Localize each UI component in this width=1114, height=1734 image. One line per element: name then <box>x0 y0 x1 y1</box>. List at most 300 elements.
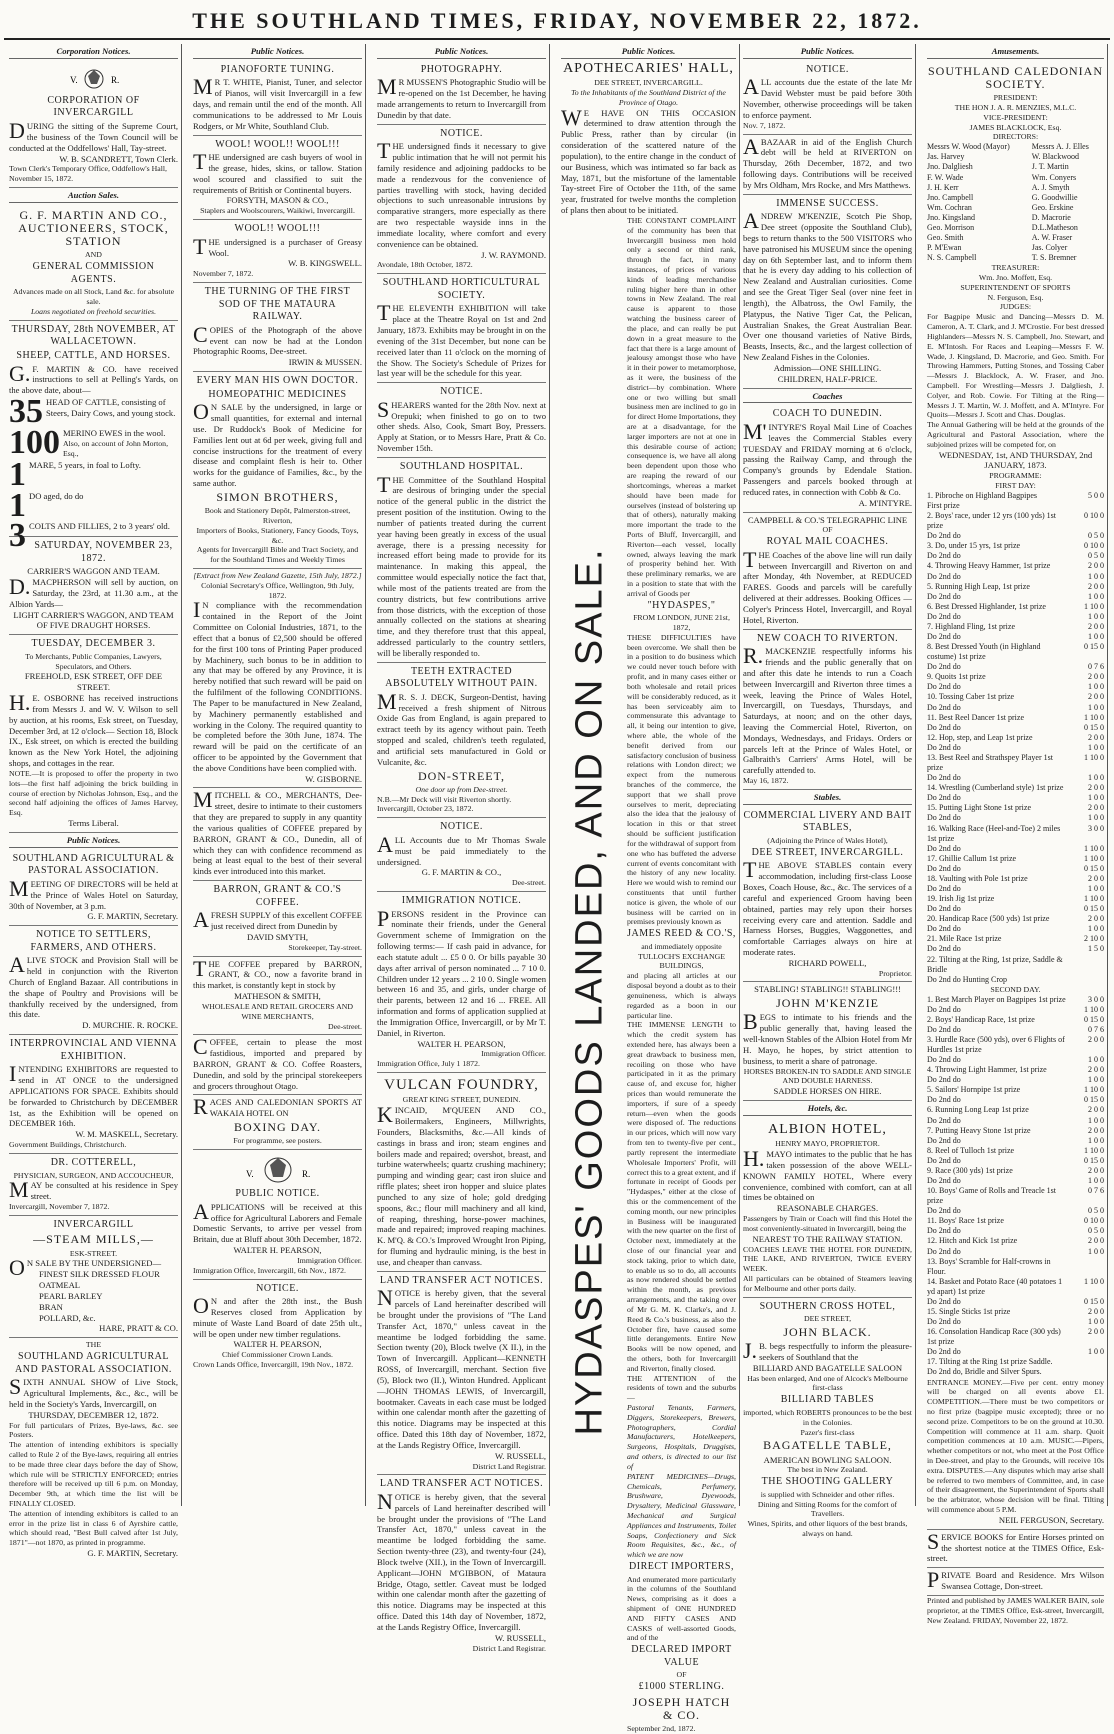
sterling-amount: £1000 STERLING. <box>638 1681 725 1693</box>
row-value: 1 10 0 <box>1084 712 1104 722</box>
programme-label: PROGRAMME: <box>989 471 1042 481</box>
row-value: 0 15 0 <box>1084 1296 1104 1306</box>
row-label: Do 2nd do <box>927 742 961 752</box>
row-label: Do 2nd do <box>927 702 961 712</box>
table-row <box>927 1236 1104 1246</box>
row-label: Do 2nd do <box>927 682 961 692</box>
row-value: 1 0 0 <box>1088 682 1104 692</box>
row-value: 0 15 0 <box>1084 1155 1104 1165</box>
row-value: 2 0 0 <box>1088 692 1104 702</box>
service-books-ad <box>927 1530 1104 1568</box>
immig-address: Immigration Office, July 1 1872. <box>377 1059 480 1069</box>
announce-text: And enumerated more particularly in the columns of the Southland News, comprising as it does a shipment of ONE HUNDRED AND FIFTY CASES AND CASKS of well-assorted Goods, and of the <box>627 1574 736 1643</box>
children-price: CHILDREN, HALF-PRICE. <box>777 373 878 384</box>
entrance-rules: ENTRANCE MONEY.—Five per cent. entry money will be charged on all events above £1. COMPETITION.—There must be two competitors or no first prize (bagpipe music excepted); three or no second prize. Competitors to be on the ground at 10.30. Competition will commence at 11 a.m. sharp. Quoit competition commences at 10 a.m. MUSIC.—Pipers, whether competitors or not, who meet at the Post Office in Dee-street, and play to the Grounds, will receive 10s extra. DISPUTES.—Any disputes which may arise shall be referred to two members of Committee, and, in case of their disagreement, the Superintendent of Sports shall be the arbitrator, whose decision will be final. Tilting will commence about 5 P.M. <box>927 1377 1104 1515</box>
admission: Admission—ONE SHILLING. <box>773 362 882 373</box>
swale-body: ALL Accounts due to Mr Thomas Swale must be paid immediately to the undersigned. <box>377 831 546 867</box>
table-row <box>927 511 1104 531</box>
matheson-address: Dee-street. <box>328 1021 362 1031</box>
coach-body: M'INTYRE'S Royal Mail Line of Coaches leaves the Commercial Stables every TUESDAY and FRIDAY morning at 6 o'clock, passing the Railway Camp, and through the Company's grounds by Edendale Station. Passengers and parcels booked through at reduced rates, in connection with Cobb & Co. <box>743 418 912 497</box>
immig-sign-2: Immigration Officer. <box>481 1049 546 1059</box>
don-sub: One door up from Dee-street. <box>415 784 508 794</box>
public-notice-sign: WALTER H. PEARSON, <box>233 1245 322 1256</box>
row-label: 3. Hurdle Race (500 yds), over 6 Flights of Hurdles 1st prize <box>927 1034 1065 1054</box>
row-label: P. M'Ewan <box>927 243 962 253</box>
sc-wines: Wines, Spirits, and other liquors of the best brands, always on hand. <box>747 1519 908 1538</box>
table-row <box>927 743 1104 753</box>
section-header: Public Notices. <box>377 46 546 59</box>
row-label: 13. Best Reel and Strathspey Player 1st prize <box>927 752 1053 773</box>
row-value: W. Blackwood <box>1031 152 1079 162</box>
sc-street: DEE STREET, <box>803 1314 852 1324</box>
row-value <box>1066 501 1104 511</box>
table-row <box>927 1226 1104 1236</box>
row-label: 12. Hop, step, and Leap 1st prize <box>927 732 1033 742</box>
table-row <box>927 1085 1104 1095</box>
vulcan-foundry-ad <box>377 1073 546 1272</box>
first-sod-ad <box>193 283 362 372</box>
section-header: Public Notices. <box>743 46 912 59</box>
row-value: 2 0 0 <box>1088 1165 1104 1175</box>
bush-notice-body: ON and after the 28th inst., the Bush Reserves closed from Application by minute of Waste Land Board of date 25th ult., will be open under new timber regulations. <box>193 1293 362 1339</box>
lot-number: 1 <box>9 486 26 524</box>
campbell-coaches <box>743 513 912 630</box>
table-row <box>927 1075 1104 1085</box>
photography-ad <box>377 61 546 125</box>
row-value: 1 10 0 <box>1084 752 1104 762</box>
races-ad <box>193 1095 362 1150</box>
colonial-sign: W. GISBORNE. <box>305 773 362 784</box>
day1-table <box>927 491 1104 985</box>
directors-table <box>927 142 1104 263</box>
campbell-of: OF <box>822 525 833 535</box>
homeo-body: ON SALE by the undersigned, in large or small quantities, for external and internal use. Dr Ruddock's Book of Medicine for Families lent out at 6d per week, giving full and concise instructions for the treatment of every disease and complaint flesh is heir to. Other works for the guidance of Families, &c., by the same author. <box>193 399 362 489</box>
row-value: 1 10 0 <box>1084 843 1104 853</box>
table-row <box>927 1277 1104 1297</box>
row-label: 5. Sailors' Hornpipe 1st prize <box>927 1085 1021 1095</box>
lot-number: 100 <box>9 423 60 461</box>
sas-body: MEETING OF DIRECTORS will be held at the Prince of Wales Hotel on Saturday, 30th of November, at 3 p.m. <box>9 875 178 911</box>
bush-notice <box>193 1280 362 1373</box>
row-value: 0 15 0 <box>1084 642 1104 652</box>
row-value: J. T. Martin <box>1031 162 1069 172</box>
section-header: Corporation Notices. <box>9 46 178 59</box>
row-label: Do 2nd do <box>927 531 961 541</box>
row-label: Do 2nd do <box>927 1004 961 1014</box>
complaint-text: THE CONSTANT COMPLAINT of the community has been that Invercargill business men hold only a second or third rank, through the fact, in many instances, of prices of various kinds of leading merchandise ruling higher here than in other towns in New Zealand. The real cause is apparent to those watching the business career of the place, and can really be put down in a great measure to the fact that there is a large amount of jealousy amongst those who have it in their power to metamorphose, as it were, the business of the district—by combination. Where one or two willing but small business men are inclined to go in for direct Home Importations, they are at a disadvantage, for the larger importers are not at one in this desirable course of action; consequence is, we have all along been dependent upon those who are reaping the reward of our shortcomings, whereas a market should have been made for ourselves (instead of bolstering up that of others), naturally making more important the trade to the Ports of Bluff, Invercargill, and Riverton—each vessel, locally owned, always leaving the mark of prosperity behind her. With these preliminary remarks, we are in a position to state that with the arrival of Goods per <box>627 215 736 598</box>
bazaar-ad <box>743 135 912 195</box>
row-label: 9. Race (300 yds) 1st prize <box>927 1165 1013 1175</box>
row-label: 15. Single Sticks 1st prize <box>927 1306 1011 1316</box>
table-row <box>927 713 1104 723</box>
table-row <box>927 541 1104 551</box>
row-value: 0 15 0 <box>1084 1014 1104 1024</box>
row-label: Messrs W. Wood (Mayor) <box>927 142 1010 152</box>
caledonian-sign: NEIL FERGUSON, Secretary. <box>998 1514 1104 1525</box>
immense-title: IMMENSE SUCCESS. <box>776 197 879 209</box>
table-row <box>927 975 1104 985</box>
row-label: Do 2nd do <box>927 863 961 873</box>
row-label: Jno. Campbell <box>927 192 974 202</box>
row-label: 7. Highland Fling, 1st prize <box>927 621 1015 631</box>
annual-show <box>9 1338 178 1562</box>
royal-crest-icon <box>238 1155 318 1185</box>
row-value <box>1066 1257 1104 1277</box>
row-label: 18. Vaulting with Pole 1st prize <box>927 873 1028 883</box>
shearers-notice <box>377 383 546 458</box>
row-label: F. W. Wade <box>927 172 964 182</box>
row-label: Do 2nd do <box>927 773 961 783</box>
row-label: Jas. Harvey <box>927 152 965 162</box>
barron-sign-2: Storekeeper, Tay-street. <box>288 942 362 952</box>
row-label: Do 2nd do <box>927 591 961 601</box>
matheson-body: THE COFFEE prepared by BARRON, GRANT, & CO., now a favorite brand in this market, is constantly kept in stock by <box>193 955 362 991</box>
row-label: Do 2nd do <box>927 924 961 934</box>
table-row <box>927 874 1104 884</box>
directors-label: DIRECTORS: <box>992 132 1039 142</box>
masthead: THE SOUTHLAND TIMES, FRIDAY, NOVEMBER 22, 1872. <box>192 8 922 33</box>
table-row <box>927 1206 1104 1216</box>
table-row <box>927 243 1104 253</box>
section-header: Auction Sales. <box>9 190 178 203</box>
row-value: A. J. Smyth <box>1031 182 1070 192</box>
matheson-ad <box>193 957 362 1036</box>
row-value: 1 0 0 <box>1088 1135 1104 1145</box>
gathering-date: WEDNESDAY, 1st, AND THURSDAY, 2nd JANUARY, 1873. <box>938 449 1093 471</box>
webster-date: Nov. 7, 1872. <box>743 120 786 130</box>
table-row <box>927 531 1104 541</box>
row-label: 11. Best Reel Dancer 1st prize <box>927 712 1025 722</box>
column-5 <box>740 44 916 1538</box>
row-label: 1. Best March Player on Bagpipes 1st prize <box>927 994 1066 1004</box>
carrier-date: SATURDAY, NOVEMBER 23, 1872. <box>34 540 173 564</box>
row-value: 2 0 0 <box>1088 561 1104 571</box>
president: THE HON J. A. R. MENZIES, M.L.C. <box>954 103 1077 113</box>
vienna-title: INTERPROVINCIAL AND VIENNA EXHIBITION. <box>10 1038 177 1062</box>
webster-body: ALL accounts due the estate of the late Mr David Webster must be paid before 30th November, otherwise proceedings will be taken to enforce payment. <box>743 74 912 120</box>
table-row <box>927 1146 1104 1156</box>
show-note: The attention of intending exhibitors is specially called to Rule 2 of the Bye-laws, requiring all entries to be made three clear days before the day of Show, which rule will be STRICTLY ENFORCED; entries therefore will be received up till 6 p.m. on Monday, December 9th, at which time the list will be FINALLY CLOSED. <box>9 1440 178 1509</box>
table-row <box>927 501 1104 511</box>
row-value: 0 5 0 <box>1088 531 1104 541</box>
row-label: 10. Tossing Caber 1st prize <box>927 692 1015 702</box>
wool2-date: November 7, 1872. <box>193 269 254 279</box>
table-row <box>927 692 1104 702</box>
simon-title: SIMON BROTHERS, <box>216 489 339 504</box>
cotterell-title: DR. COTTERELL, <box>50 1156 137 1168</box>
row-label: 17. Ghillie Callum 1st prize <box>927 853 1017 863</box>
row-value: 1 0 0 <box>1088 571 1104 581</box>
second-day-label: SECOND DAY. <box>990 984 1041 994</box>
wool2-sign: W. B. KINGSWELL. <box>288 258 362 269</box>
sc-billiard: BILLIARD AND BAGATELLE SALOON <box>752 1362 903 1373</box>
sc-title: SOUTHERN CROSS HOTEL, <box>759 1300 896 1312</box>
sc-tables: BILLIARD TABLES <box>780 1394 875 1406</box>
corporation-sign: W. B. SCANDRETT, Town Clerk. <box>59 153 178 164</box>
bush-notice-title: NOTICE. <box>256 1282 299 1294</box>
show-body: SIXTH ANNUAL SHOW of Live Stock, Agricultural Implements, &c., &c., will be held in the Society's Yards, Invercargill, on <box>9 1374 178 1409</box>
colonial-office: Colonial Secretary's Office, Wellington, 9th July, 1872. <box>201 580 354 600</box>
difficulties-text: THESE DIFFICULTIES have been overcome. We shall then be in a position to do business which we could never touch before with profit, and in many cases either or both wholesale and retail prices will be considerably reduced, as it has been serviceably aim to commensurate this advantage to all, it being our intention to give, where able, the whole of the benefit derived from our satisfactory conclusion of business relations with London direct; we expect from the numerous branches of the commerce, the support that we shall prove ourselves to merit, depreciating also the idea that the jealousy of location in this or that street should be sufficient justification for the withdrawal of support from one who has buffeted the adverse current of events concomitant with the history of any new locality. Here we would wish to remind our constituents that until further notice is given, the whole of our business will be carried on in premises previously known as <box>627 632 736 927</box>
row-value: 2 0 0 <box>1088 914 1104 924</box>
notice-sign: J. W. RAYMOND. <box>481 249 546 260</box>
hort-body: THE ELEVENTH EXHIBITION will take place at the Theatre Royal on 1st and 2nd January, 1873. Exhibits may be brought in on the evening of the 31st December, but none can be received later than 11 o'clock on the morning of the Show. The Society's Schedule of Prizes for last year will be the schedule for this year. <box>377 300 546 379</box>
lt1-title: LAND TRANSFER ACT NOTICES. <box>379 1274 544 1286</box>
table-row <box>927 682 1104 692</box>
wallacetown-title: SHEEP, CATTLE, AND HORSES. <box>16 349 171 361</box>
row-value: 1 0 0 <box>1088 1347 1104 1357</box>
row-value: Geo. Erskine <box>1031 202 1074 212</box>
simon-body-2: Importers of Books, Stationery, Fancy Goods, Toys, &c. <box>196 525 359 545</box>
row-value: 1 10 0 <box>1084 601 1104 611</box>
row-label: Do 2nd do <box>927 944 961 954</box>
carrier-body: D.MACPHERSON will sell by auction, on Saturday, the 23rd, at 11.30 a.m., at the Albion Yards— <box>9 574 178 609</box>
freehold-title: FREEHOLD, ESK STREET, OFF DEE STREET. <box>24 671 163 693</box>
public-notice-sign-2: Immigration Officer. <box>297 1255 362 1265</box>
albion-hotel-ad <box>743 1118 912 1298</box>
wallacetown-body: G.F. MARTIN & CO. have received instructions to sell at Pelling's Yards, on the above date, about— <box>9 360 178 396</box>
livery-title: COMMERCIAL LIVERY AND BAIT STABLES, <box>743 809 912 834</box>
jmk-title: JOHN M'KENZIE <box>776 996 879 1011</box>
mills-intro: ON SALE BY THE UNDERSIGNED— <box>9 1255 162 1281</box>
table-row <box>927 854 1104 864</box>
jmk-body: BEGS to intimate to his friends and the public generally that, having leased the well-known Stables of the Albion Hotel from Mr H. Mayo, he hopes, by strict attention to business, to merit a share of patronage. <box>743 1009 912 1066</box>
row-value: 1 0 0 <box>1088 924 1104 934</box>
table-row <box>927 1005 1104 1015</box>
imprint: Printed and published by JAMES WALKER BAIN, sole proprietor, at the TIMES Office, Esk-street, Invercargill, New Zealand. FRIDAY, November 22, 1872. <box>927 1595 1104 1625</box>
lt1-body: NOTICE is hereby given, that the several parcels of Land hereinafter described will be brought under the provisions of "The Land Transfer Act, 1870," unless caveat in the meantime be lodged forbidding the same. Section twenty (20), Block twelve (X II.), in the Town of Invercargill. Applicant—KENNETH ROSS, of Invercargill, merchant. Section five (5), Block two (II.), Winton Hundred. Applicant—JOHN THOMAS LEWIS, of Invercargill, bootmaker. Caveats in each case must be lodged within one calendar month after the gazetting of this notice. Diagrams may be inspected at this office. Dated this 18th day of November, 1872, at the Lands Registry Office, Invercargill. <box>377 1285 546 1450</box>
row-label: Do 2nd do <box>927 1095 961 1105</box>
table-row <box>927 924 1104 934</box>
mills-sign: HARE, PRATT & CO. <box>99 1323 178 1334</box>
lot-number: 3 <box>9 517 26 555</box>
row-value: D. Macrorie <box>1031 212 1071 222</box>
svg-text:R.: R. <box>110 74 119 85</box>
public-notice-body: APPLICATIONS will be received at this office for Agricultural Laborers and Female Domestic Servants, to arrive per vessel from Britain, due at Bluff about 30th December, 1872. <box>193 1198 362 1245</box>
vienna-sign: W. M. MASKELL, Secretary. <box>75 1129 178 1140</box>
webster-notice <box>743 61 912 135</box>
newcoach-body: R.MACKENZIE respectfully informs his friends and the public generally that on and after this date he intends to run a Coach between Invercargill and Riverton three times a week, leaving the Prince of Wales Hotel, Invercargill, on Tuesdays, Thursdays, and Saturdays, at noon; and on the other days, leaving the Commercial Hotel, Riverton, on Mondays, Wednesdays, and Fridays. Orders or parcels left at the Prince of Wales Hotel, or Galbraith's Carriers' Arms Hotel, will be carefully attended to. <box>743 643 912 776</box>
steam-mills-ad <box>9 1216 178 1338</box>
row-value: 0 10 0 <box>1084 1216 1104 1226</box>
show-title: SOUTHLAND AGRICULTURAL AND PASTORAL ASSOCIATION. <box>15 1351 172 1375</box>
matheson-sub: WHOLESALE AND RETAIL GROCERS AND WINE MERCHANTS, <box>201 1001 354 1021</box>
swale-sign: G. F. MARTIN & CO., <box>421 867 502 878</box>
row-label: Do 2nd do <box>927 1135 961 1145</box>
row-label: 7. Putting Heavy Stone 1st prize <box>927 1125 1031 1135</box>
section-header: Hotels, &c. <box>743 1103 912 1116</box>
table-row <box>927 233 1104 243</box>
sc-shooting: THE SHOOTING GALLERY <box>761 1476 894 1488</box>
row-value <box>1066 955 1104 975</box>
table-row <box>927 162 1104 172</box>
row-label: 2. Boys' Handicap Race, 1st prize <box>927 1014 1035 1024</box>
column-1 <box>6 44 182 1559</box>
sas-sign: G. F. MARTIN, Secretary. <box>87 911 178 922</box>
row-label: 20. Handicap Race (500 yds) 1st prize <box>927 914 1050 924</box>
freehold-body: H.E. OSBORNE has received instructions from Messrs J. and W. V. Wilson to sell by auction, at his rooms, Esk street, on Tuesday, December 3rd, at 12 o'clock— Section 18, Block IX., Esk street, on which is erected the building known as the New York Hotel, the adjoining shops, and cottages in the rear. <box>9 690 178 769</box>
row-label: Do 2nd do <box>927 1055 961 1065</box>
table-row <box>927 1327 1104 1347</box>
hydaspes-title: "HYDASPES," <box>647 599 716 611</box>
row-label: Jno. Kingsland <box>927 212 975 222</box>
svg-text:V.: V. <box>245 1169 254 1180</box>
row-value: G. Goodwillie <box>1031 192 1078 202</box>
simon-body-3: Agents for Invercargill Bible and Tract Society, and for the Southland Times and Weekly Times <box>196 545 359 565</box>
table-row <box>927 612 1104 622</box>
lt2-title: LAND TRANSFER ACT NOTICES. <box>379 1478 544 1490</box>
lt1-sign: W. RUSSELL, <box>494 1450 546 1461</box>
settlers-sign: D. MURCHIE. R. ROCKE. <box>82 1020 178 1031</box>
webster-title: NOTICE. <box>806 63 849 75</box>
lt1-sign-2: District Land Registrar. <box>472 1461 546 1471</box>
row-label: Do 2nd do <box>927 1175 961 1185</box>
row-value: T. S. Bremner <box>1031 253 1077 263</box>
raymond-notice <box>377 125 546 275</box>
corporation-address: Town Clerk's Temporary Office, Oddfellow's Hall, November 15, 1872. <box>9 164 167 184</box>
lot-text: DO aged, do do <box>29 490 84 501</box>
table-row <box>927 824 1104 844</box>
mills-item: PEARL BARLEY <box>39 1290 103 1301</box>
sc-shooting-2: is supplied with Schneider and other rifles. <box>760 1489 895 1499</box>
mitchell-ad <box>193 788 362 881</box>
row-value: 2 0 0 <box>1088 1236 1104 1246</box>
row-label: 1. Pibroche on Highland Bagpipes <box>927 490 1037 500</box>
lot-text: HEAD OF CATTLE, consisting of Steers, Dairy Cows, and young stock. <box>46 397 176 418</box>
vulcan-sub: GREAT KING STREET, DUNEDIN. <box>402 1095 521 1105</box>
races-body: RACES AND CALEDONIAN SPORTS AT WAKAIA HOTEL ON <box>193 1094 362 1120</box>
barron-title: BARRON, GRANT & CO.'S COFFEE. <box>213 884 342 908</box>
row-value: 1 10 0 <box>1084 853 1104 863</box>
table-row <box>927 1025 1104 1035</box>
row-label: 4. Throwing Heavy Hammer, 1st prize <box>927 561 1051 571</box>
cotterell-body: MAY be consulted at his residence in Spey street. <box>9 1177 178 1203</box>
table-row <box>927 914 1104 924</box>
superintendent: N. Ferguson, Esq. <box>987 292 1044 302</box>
albion-title: ALBION HOTEL, <box>768 1121 887 1137</box>
show-date: THURSDAY, DECEMBER 12, 1872. <box>28 1409 159 1420</box>
sod-title: THE TURNING OF THE FIRST SOD OF THE MATAURA RAILWAY. <box>204 286 351 323</box>
table-row <box>927 622 1104 632</box>
row-label: 22. Tilting at the Ring, 1st prize, Saddle & Bridle <box>927 954 1063 974</box>
apothecaries-address: DEE STREET, INVERCARGILL. <box>594 78 703 88</box>
table-row <box>927 1156 1104 1166</box>
wool-title: WOOL! WOOL!! WOOL!!! <box>215 138 340 150</box>
row-value: 2 0 0 <box>1088 873 1104 883</box>
row-label: Do 2nd do <box>927 1115 961 1125</box>
livery-ad <box>743 807 912 983</box>
row-label: First prize <box>927 501 960 510</box>
bazaar-body: ABAZAAR in aid of the English Church debt will be held at RIVERTON on Thursday, 26th December, 1872, and two following days. Contributions will be received by Mrs Oldham, Mrs Rocke, and Mrs Matthews. <box>743 133 912 190</box>
races-title: BOXING DAY. <box>233 1120 321 1135</box>
coach-title: COACH TO DUNEDIN. <box>772 408 883 420</box>
table-row <box>927 934 1104 944</box>
private-board-ad <box>927 1568 1104 1596</box>
table-row <box>927 491 1104 501</box>
coffee-ad <box>193 1035 362 1095</box>
jmk-saddle: SADDLE HORSES ON HIRE. <box>773 1086 882 1097</box>
teeth-body: MR. S. J. DECK, Surgeon-Dentist, having received a fresh shipment of Nitrous Oxide Gas from England, is again prepared to extract teeth by its agency without pain. Teeth stopped and scaled, children's teeth regulated, and artificial sets manufactured in Gold or Vulcanite, &c. <box>377 688 546 767</box>
row-label: 3. Do, under 15 yrs, 1st prize <box>927 541 1021 551</box>
row-label: Do 2nd do <box>927 1246 961 1256</box>
lt2-sign-2: District Land Registrar. <box>472 1643 546 1653</box>
row-label: 10. Boys' Game of Rolls and Treacle 1st prize <box>927 1186 1056 1206</box>
don-title: DON-STREET, <box>417 768 506 783</box>
row-value: 1 0 0 <box>1088 1317 1104 1327</box>
superintendent-label: SUPERINTENDENT OF SPORTS <box>960 282 1071 292</box>
freehold-sale <box>9 635 178 833</box>
row-value: 1 10 0 <box>1084 1085 1104 1095</box>
section-header: Public Notices. <box>193 46 362 59</box>
barron-sign: DAVID SMYTH, <box>247 931 308 942</box>
mitchell-body: MITCHELL & CO., MERCHANTS, Dee-street, desire to intimate to their customers that they are prepared to supply in any quantity the various qualities of COFFEE prepared by BARRON, GRANT & CO., Dunedin, all of which they can with confidence recommend as being at least equal to the best of their several kinds ever introduced into this market. <box>193 787 362 877</box>
wool-ad <box>193 136 362 221</box>
table-row <box>927 1126 1104 1136</box>
row-label: 11. Boys' Race 1st prize <box>927 1216 1004 1226</box>
table-row <box>927 1247 1104 1257</box>
royal-crest-icon <box>64 66 124 92</box>
albion-body-2: Passengers by Train or Coach will find this Hotel the most conveniently-situated in Invercargill, being the <box>743 1214 912 1233</box>
table-row <box>927 1095 1104 1105</box>
row-value: 1 10 0 <box>1084 1004 1104 1014</box>
mills-title-2: —STEAM MILLS,— <box>33 1232 154 1247</box>
livery-sign-2: Proprietor. <box>878 968 912 978</box>
table-row <box>927 662 1104 672</box>
martin-loans: Loans negotiated on freehold securities. <box>30 306 157 316</box>
vienna-address: Government Buildings, Christchurch. <box>9 1140 127 1150</box>
riverton-coach-ad <box>743 630 912 790</box>
albion-proprietor: HENRY MAYO, PROPRIETOR. <box>775 1139 880 1149</box>
column-6 <box>924 44 1108 1625</box>
column-2 <box>190 44 366 1506</box>
row-value: 2 0 0 <box>1088 732 1104 742</box>
row-label: 6. Best Dressed Highlander, 1st prize <box>927 601 1046 611</box>
table-row <box>927 1116 1104 1126</box>
public-notice-title: PUBLIC NOTICE. <box>235 1188 320 1200</box>
row-value: 1 0 0 <box>1088 1055 1104 1065</box>
table-row <box>927 944 1104 954</box>
row-value: 2 0 0 <box>1088 621 1104 631</box>
hydaspes-from: FROM LONDON, JUNE 21st, 1872, <box>633 613 730 633</box>
lot-row <box>9 456 178 494</box>
table-row <box>927 1176 1104 1186</box>
martin-advances: Advances made on all Stock, Land &c. for absolute sale. <box>12 287 175 307</box>
albion-particulars: All particulars can be obtained of Steamers leaving for Melbourne and other ports daily. <box>743 1273 912 1293</box>
hatch-date: September 2nd, 1872. <box>627 1724 696 1734</box>
lot-text: MARE, 5 years, in foal to Lofty. <box>29 460 141 471</box>
row-label: Do 2nd do <box>927 1206 961 1216</box>
row-label: 8. Reel of Tulloch 1st prize <box>927 1145 1015 1155</box>
piano-title: PIANOFORTE TUNING. <box>220 63 335 75</box>
row-value: 0 7 6 <box>1088 662 1104 672</box>
table-row <box>927 1297 1104 1307</box>
table-row <box>927 1065 1104 1075</box>
table-row <box>927 1015 1104 1025</box>
table-row <box>927 1257 1104 1277</box>
president-label: PRESIDENT: <box>993 93 1038 103</box>
row-value: 1 0 0 <box>1088 1175 1104 1185</box>
sod-sign: IRWIN & MUSSEN. <box>288 357 362 368</box>
mills-items <box>9 1269 178 1323</box>
don-nb: N.B.—Mr Deck will visit Riverton shortly. Invercargill, October 23, 1872. <box>377 794 512 814</box>
albion-nearest: NEAREST TO THE RAILWAY STATION. <box>752 1233 903 1244</box>
show-sign: G. F. MARTIN, Secretary. <box>87 1548 178 1559</box>
row-value: 2 0 0 <box>1088 783 1104 793</box>
immig-body: PERSONS resident in the Province can nominate their friends, under the General Government scheme of Immigration on the following terms:— If cash paid in advance, for each statute adult ... £5 0 0. Or bills payable 30 days after arrival of person nominated ... 7 10 0. Children under 12 years ... 2 10 0. Single women between 16 and 35, and girls, under charge of their parents, between 12 and 16 ... FREE. All information and forms of application supplied at the Immigration Office, Invercargill, or by Mr T. Daniel, in Riverton. <box>377 905 546 1038</box>
piano-ad <box>193 61 362 136</box>
row-label: Do 2nd do <box>927 1155 961 1165</box>
row-value: Jas. Colyer <box>1031 243 1068 253</box>
